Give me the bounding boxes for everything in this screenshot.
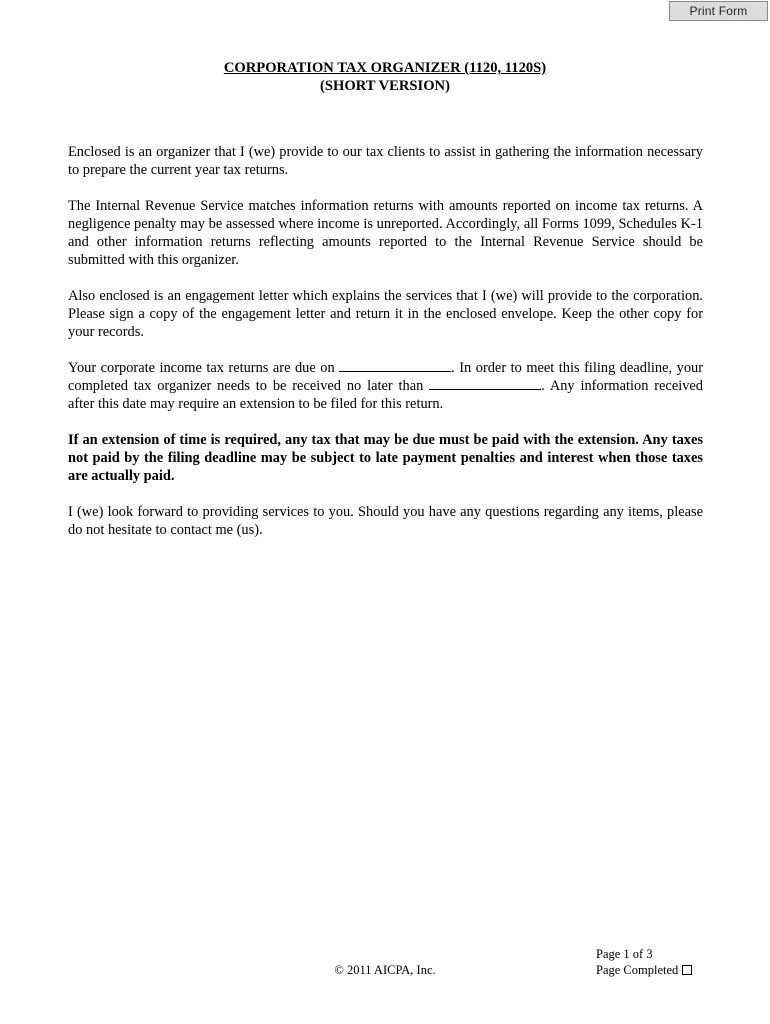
page-number: Page 1 of 3	[596, 947, 653, 961]
due-dates-text-2: . In order to meet this filing deadline, your completed tax organizer needs to be received no later than	[68, 360, 703, 394]
paragraph-closing: I (we) look forward to providing services to you. Should you have any questions regarding any items, please do not hesitate to contact me (us).	[68, 504, 703, 538]
page-completed-label: Page Completed	[596, 963, 679, 977]
page-completed-checkbox[interactable]	[682, 965, 692, 975]
page-completed-row	[596, 962, 692, 978]
page-info	[596, 946, 692, 978]
print-form-button[interactable]: Print Form	[669, 1, 768, 21]
due-dates-text-3: . Any information received after this date may require an extension to be filed for this return.	[68, 378, 703, 412]
paragraph-extension-warning: If an extension of time is required, any tax that may be due must be paid with the extension. Any taxes not paid by the filing deadline may be subject to late payment penalties and interest when those taxes are actually paid.	[68, 432, 703, 484]
paragraph-irs-matching: The Internal Revenue Service matches information returns with amounts reported on income tax returns. A negligence penalty may be assessed where income is unreported. Accordingly, all Forms 1099, Schedules K-1 and other information returns reflecting amounts reported to the Internal Revenue Service should be submitted with this organizer.	[68, 198, 703, 268]
title-subtitle: (SHORT VERSION)	[320, 78, 450, 94]
paragraph-engagement-letter: Also enclosed is an engagement letter which explains the services that I (we) will provide to the corporation. Please sign a copy of the engagement letter and return it in the enclosed envelope. Keep the other copy for your records.	[68, 288, 703, 340]
document-title	[0, 59, 770, 95]
due-date-blank[interactable]	[339, 359, 451, 372]
title-main: CORPORATION TAX ORGANIZER (1120, 1120S)	[223, 60, 547, 76]
copyright-notice: © 2011 AICPA, Inc.	[334, 963, 436, 977]
letter-body	[68, 143, 703, 557]
paragraph-intro: Enclosed is an organizer that I (we) provide to our tax clients to assist in gathering the information necessary to prepare the current year tax returns.	[68, 144, 703, 178]
paragraph-due-dates	[68, 359, 703, 413]
due-dates-text-1: Your corporate income tax returns are due on	[68, 360, 335, 376]
receive-by-date-blank[interactable]	[429, 377, 541, 390]
